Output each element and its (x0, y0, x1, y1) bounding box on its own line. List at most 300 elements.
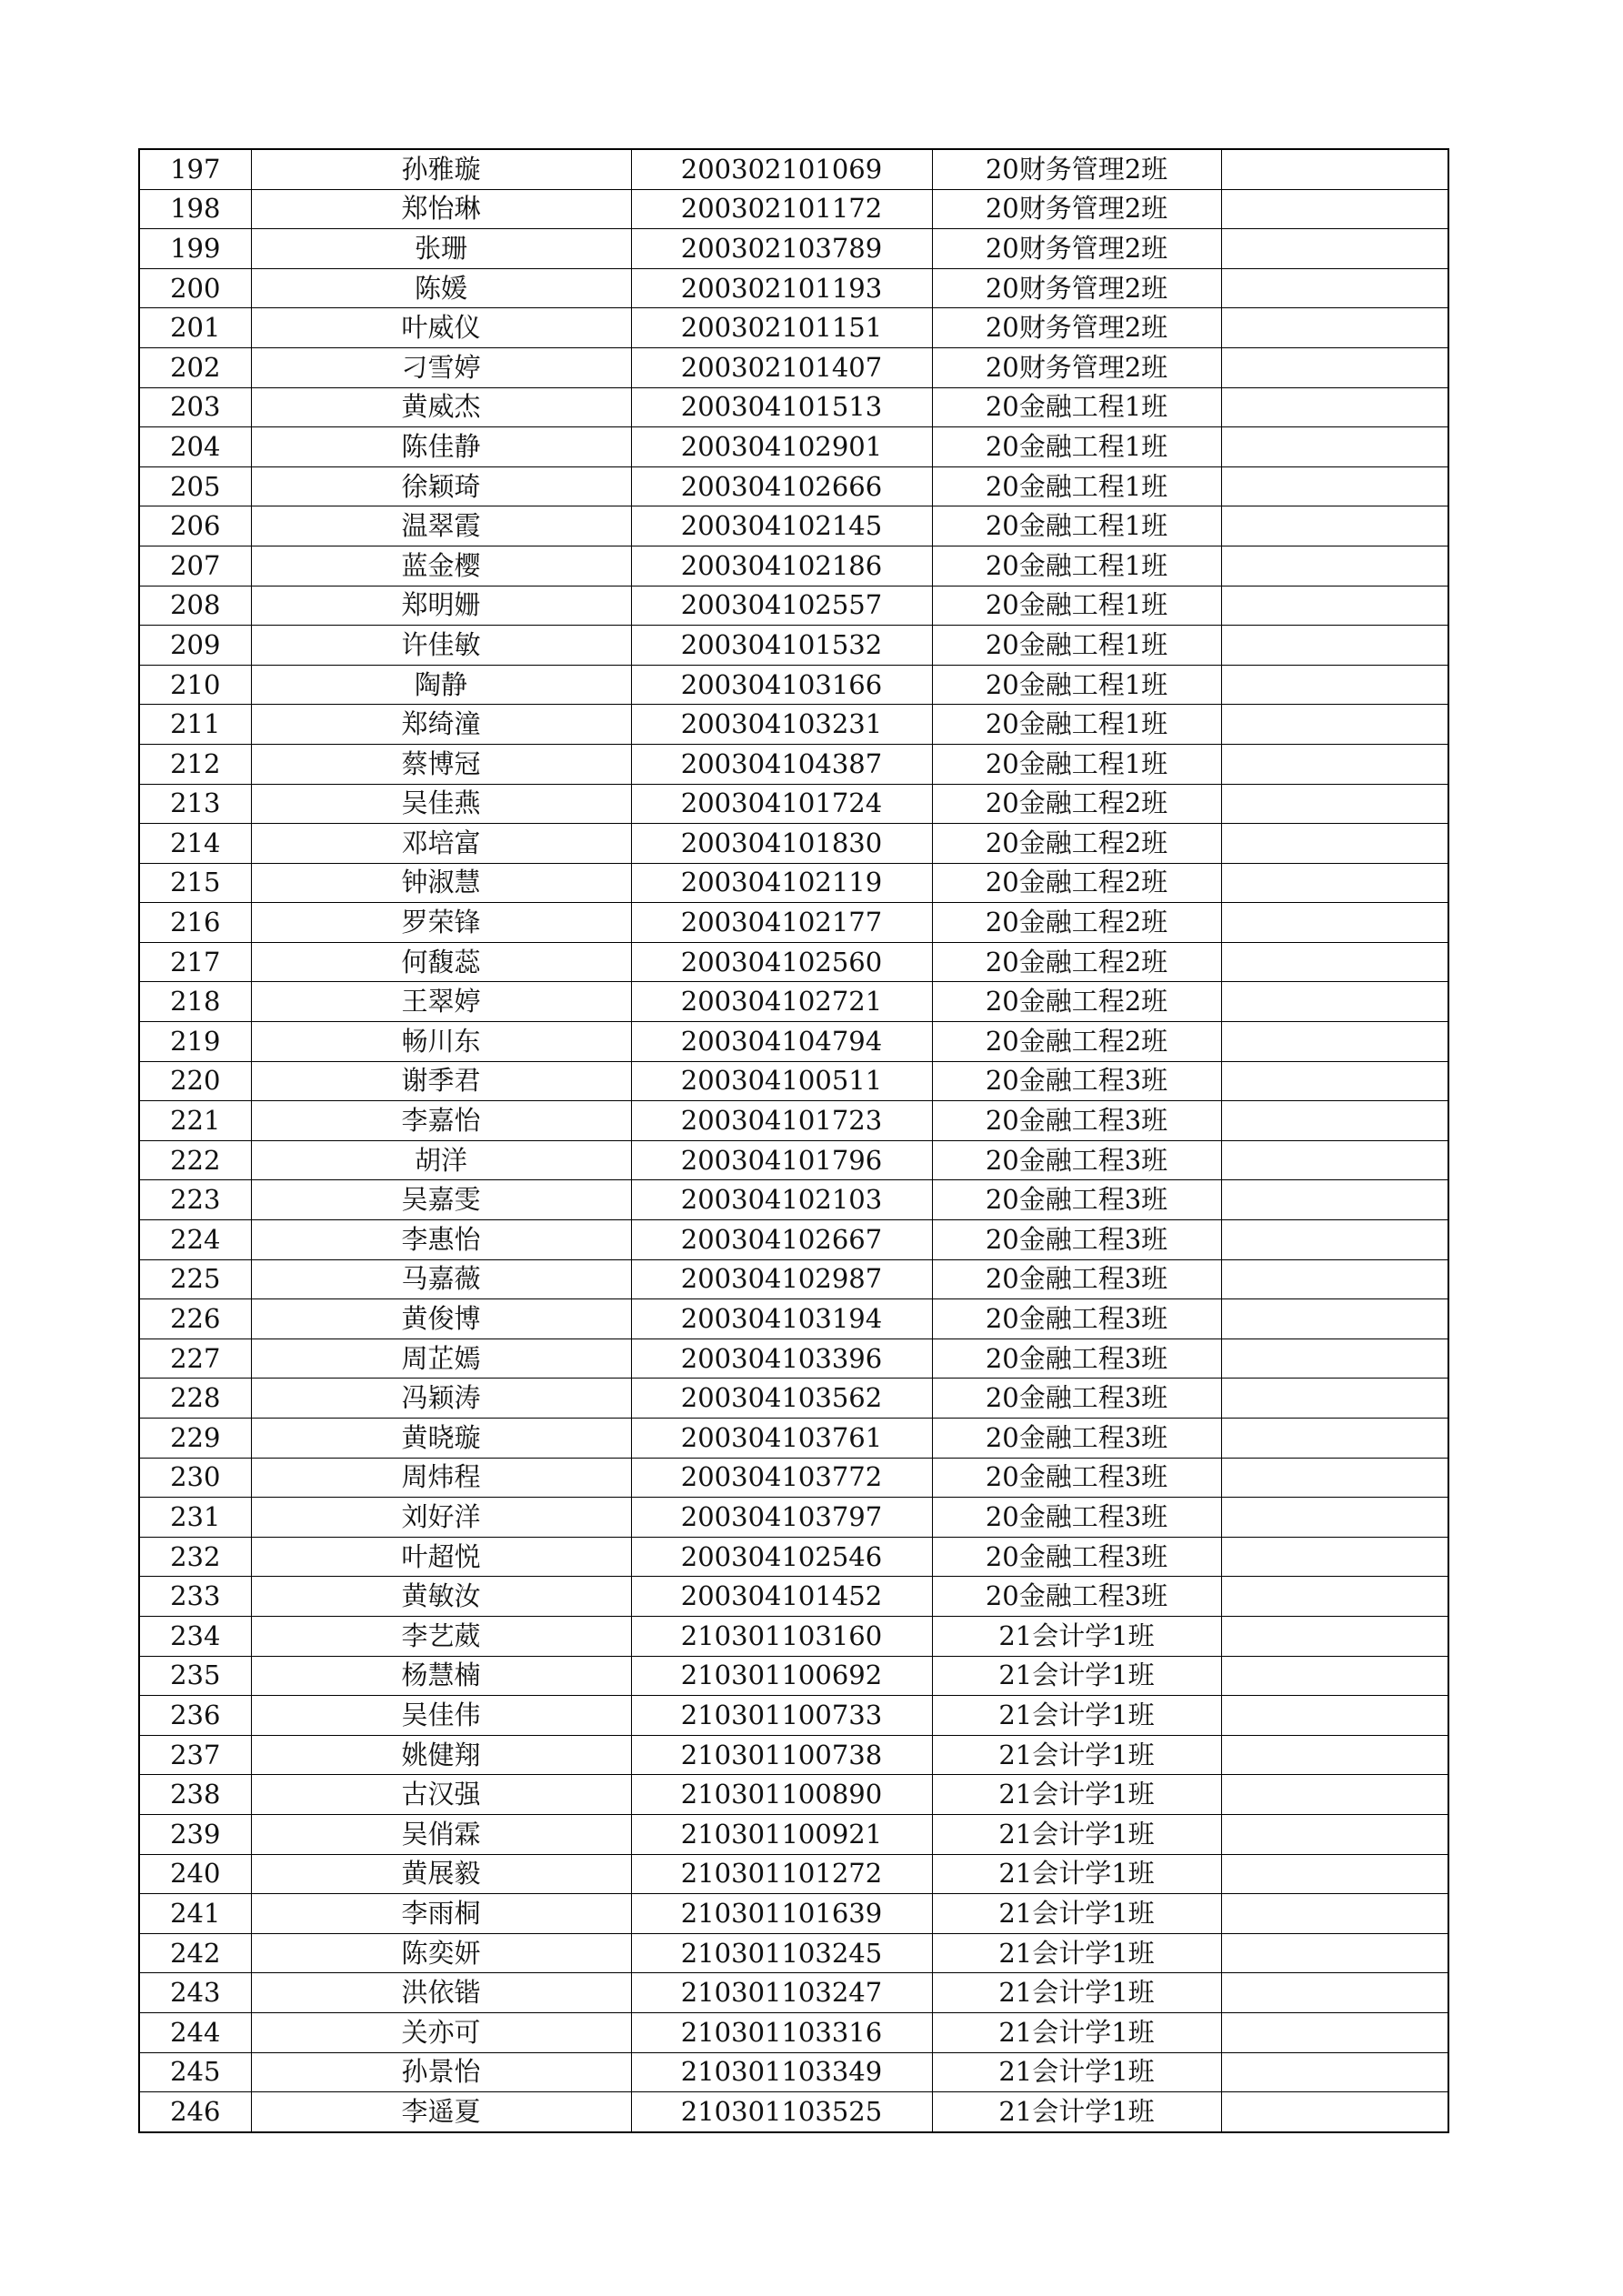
remarks-cell (1221, 1419, 1448, 1459)
remarks-cell (1221, 1894, 1448, 1934)
table-row (139, 1577, 1448, 1617)
remarks-cell (1221, 466, 1448, 506)
class-name-cell: 21会计学1班 (932, 1775, 1221, 1815)
student-id-cell: 200304100511 (631, 1061, 932, 1101)
class-name-cell: 20金融工程1班 (932, 506, 1221, 546)
remarks-cell (1221, 1616, 1448, 1656)
table-row (139, 744, 1448, 784)
student-name-cell: 许佳敏 (251, 626, 631, 666)
table-row (139, 1696, 1448, 1736)
remarks-cell (1221, 1973, 1448, 2013)
row-number-cell: 223 (139, 1180, 251, 1220)
student-id-cell: 200302101193 (631, 268, 932, 308)
row-number-cell: 213 (139, 784, 251, 824)
row-number-cell: 203 (139, 387, 251, 427)
table-row (139, 268, 1448, 308)
class-name-cell: 20财务管理2班 (932, 189, 1221, 229)
student-id-cell: 200304103166 (631, 665, 932, 705)
table-row (139, 189, 1448, 229)
student-name-cell: 郑绮潼 (251, 705, 631, 745)
remarks-cell (1221, 308, 1448, 348)
class-name-cell: 21会计学1班 (932, 1854, 1221, 1894)
student-name-cell: 刁雪婷 (251, 347, 631, 387)
row-number-cell: 234 (139, 1616, 251, 1656)
row-number-cell: 215 (139, 863, 251, 903)
student-id-cell: 200304102721 (631, 982, 932, 1022)
student-name-cell: 郑明姗 (251, 586, 631, 626)
table-row (139, 784, 1448, 824)
student-name-cell: 蔡博冠 (251, 744, 631, 784)
remarks-cell (1221, 506, 1448, 546)
student-id-cell: 210301100738 (631, 1735, 932, 1775)
student-id-cell: 200304101724 (631, 784, 932, 824)
row-number-cell: 202 (139, 347, 251, 387)
remarks-cell (1221, 1854, 1448, 1894)
remarks-cell (1221, 2092, 1448, 2132)
student-name-cell: 陈媛 (251, 268, 631, 308)
class-name-cell: 20金融工程3班 (932, 1338, 1221, 1379)
table-row (139, 387, 1448, 427)
student-id-cell: 200304102103 (631, 1180, 932, 1220)
class-name-cell: 20金融工程1班 (932, 546, 1221, 586)
remarks-cell (1221, 189, 1448, 229)
row-number-cell: 229 (139, 1419, 251, 1459)
table-row (139, 1537, 1448, 1577)
student-id-cell: 200304102119 (631, 863, 932, 903)
table-row (139, 2012, 1448, 2052)
table-row (139, 308, 1448, 348)
remarks-cell (1221, 1933, 1448, 1973)
student-id-cell: 200304102546 (631, 1537, 932, 1577)
student-name-cell: 周炜程 (251, 1458, 631, 1498)
class-name-cell: 20金融工程3班 (932, 1101, 1221, 1141)
class-name-cell: 20金融工程3班 (932, 1299, 1221, 1339)
student-id-cell: 200304104794 (631, 1022, 932, 1062)
table-row (139, 1022, 1448, 1062)
class-name-cell: 20金融工程1班 (932, 744, 1221, 784)
remarks-cell (1221, 1140, 1448, 1180)
table-row (139, 665, 1448, 705)
remarks-cell (1221, 427, 1448, 467)
remarks-cell (1221, 784, 1448, 824)
table-row (139, 466, 1448, 506)
student-name-cell: 畅川东 (251, 1022, 631, 1062)
student-id-cell: 200304101796 (631, 1140, 932, 1180)
remarks-cell (1221, 1696, 1448, 1736)
class-name-cell: 21会计学1班 (932, 2092, 1221, 2132)
student-name-cell: 黄俊博 (251, 1299, 631, 1339)
class-name-cell: 20金融工程1班 (932, 466, 1221, 506)
row-number-cell: 211 (139, 705, 251, 745)
student-id-cell: 200304103761 (631, 1419, 932, 1459)
row-number-cell: 217 (139, 942, 251, 982)
student-id-cell: 200304101830 (631, 824, 932, 864)
row-number-cell: 209 (139, 626, 251, 666)
student-id-cell: 200304102666 (631, 466, 932, 506)
row-number-cell: 225 (139, 1259, 251, 1299)
table-row (139, 1854, 1448, 1894)
class-name-cell: 20金融工程2班 (932, 982, 1221, 1022)
student-id-cell: 200304103797 (631, 1498, 932, 1538)
student-id-cell: 200304102177 (631, 903, 932, 943)
student-id-cell: 200302103789 (631, 229, 932, 269)
remarks-cell (1221, 1577, 1448, 1617)
class-name-cell: 21会计学1班 (932, 1696, 1221, 1736)
class-name-cell: 20金融工程3班 (932, 1498, 1221, 1538)
remarks-cell (1221, 1259, 1448, 1299)
row-number-cell: 218 (139, 982, 251, 1022)
row-number-cell: 216 (139, 903, 251, 943)
row-number-cell: 242 (139, 1933, 251, 1973)
remarks-cell (1221, 2052, 1448, 2092)
class-name-cell: 20金融工程2班 (932, 784, 1221, 824)
row-number-cell: 230 (139, 1458, 251, 1498)
class-name-cell: 20金融工程3班 (932, 1220, 1221, 1260)
student-id-cell: 210301100692 (631, 1656, 932, 1696)
student-name-cell: 刘好洋 (251, 1498, 631, 1538)
remarks-cell (1221, 387, 1448, 427)
row-number-cell: 204 (139, 427, 251, 467)
student-id-cell: 200304102560 (631, 942, 932, 982)
student-id-cell: 210301103247 (631, 1973, 932, 2013)
remarks-cell (1221, 1537, 1448, 1577)
row-number-cell: 236 (139, 1696, 251, 1736)
class-name-cell: 20财务管理2班 (932, 347, 1221, 387)
student-name-cell: 张珊 (251, 229, 631, 269)
row-number-cell: 201 (139, 308, 251, 348)
class-name-cell: 20金融工程3班 (932, 1577, 1221, 1617)
student-id-cell: 200304101513 (631, 387, 932, 427)
remarks-cell (1221, 2012, 1448, 2052)
remarks-cell (1221, 1814, 1448, 1854)
remarks-cell (1221, 149, 1448, 189)
class-name-cell: 20金融工程3班 (932, 1537, 1221, 1577)
student-name-cell: 姚健翔 (251, 1735, 631, 1775)
class-name-cell: 20财务管理2班 (932, 229, 1221, 269)
table-row (139, 506, 1448, 546)
table-row (139, 1338, 1448, 1379)
table-row (139, 626, 1448, 666)
student-id-cell: 210301103160 (631, 1616, 932, 1656)
row-number-cell: 219 (139, 1022, 251, 1062)
row-number-cell: 212 (139, 744, 251, 784)
student-id-cell: 210301103349 (631, 2052, 932, 2092)
remarks-cell (1221, 1220, 1448, 1260)
student-roster-table (138, 148, 1449, 2133)
student-name-cell: 陈奕妍 (251, 1933, 631, 1973)
remarks-cell (1221, 229, 1448, 269)
row-number-cell: 235 (139, 1656, 251, 1696)
class-name-cell: 21会计学1班 (932, 2052, 1221, 2092)
class-name-cell: 21会计学1班 (932, 1894, 1221, 1934)
student-name-cell: 温翠霞 (251, 506, 631, 546)
row-number-cell: 221 (139, 1101, 251, 1141)
remarks-cell (1221, 982, 1448, 1022)
remarks-cell (1221, 1299, 1448, 1339)
remarks-cell (1221, 626, 1448, 666)
row-number-cell: 246 (139, 2092, 251, 2132)
table-row (139, 1180, 1448, 1220)
row-number-cell: 206 (139, 506, 251, 546)
student-name-cell: 邓培富 (251, 824, 631, 864)
student-id-cell: 210301101272 (631, 1854, 932, 1894)
remarks-cell (1221, 1379, 1448, 1419)
table-row (139, 2052, 1448, 2092)
student-name-cell: 周芷嫣 (251, 1338, 631, 1379)
student-name-cell: 黄敏汝 (251, 1577, 631, 1617)
row-number-cell: 199 (139, 229, 251, 269)
student-name-cell: 冯颖涛 (251, 1379, 631, 1419)
table-row (139, 586, 1448, 626)
student-name-cell: 关亦可 (251, 2012, 631, 2052)
row-number-cell: 205 (139, 466, 251, 506)
class-name-cell: 21会计学1班 (932, 1973, 1221, 2013)
class-name-cell: 20财务管理2班 (932, 268, 1221, 308)
remarks-cell (1221, 268, 1448, 308)
table-row (139, 149, 1448, 189)
row-number-cell: 233 (139, 1577, 251, 1617)
student-id-cell: 200304102901 (631, 427, 932, 467)
row-number-cell: 210 (139, 665, 251, 705)
table-row (139, 1419, 1448, 1459)
table-row (139, 1458, 1448, 1498)
table-row (139, 427, 1448, 467)
student-id-cell: 210301100733 (631, 1696, 932, 1736)
row-number-cell: 238 (139, 1775, 251, 1815)
student-name-cell: 洪依锴 (251, 1973, 631, 2013)
class-name-cell: 20金融工程1班 (932, 626, 1221, 666)
student-name-cell: 黄晓璇 (251, 1419, 631, 1459)
student-name-cell: 罗荣锋 (251, 903, 631, 943)
row-number-cell: 232 (139, 1537, 251, 1577)
row-number-cell: 200 (139, 268, 251, 308)
row-number-cell: 241 (139, 1894, 251, 1934)
student-name-cell: 谢季君 (251, 1061, 631, 1101)
student-id-cell: 200304103396 (631, 1338, 932, 1379)
remarks-cell (1221, 1338, 1448, 1379)
student-name-cell: 黄展毅 (251, 1854, 631, 1894)
class-name-cell: 20金融工程3班 (932, 1140, 1221, 1180)
remarks-cell (1221, 1180, 1448, 1220)
table-row (139, 1101, 1448, 1141)
row-number-cell: 243 (139, 1973, 251, 2013)
student-id-cell: 200304101723 (631, 1101, 932, 1141)
table-row (139, 1933, 1448, 1973)
student-name-cell: 陶静 (251, 665, 631, 705)
student-name-cell: 王翠婷 (251, 982, 631, 1022)
table-row (139, 1656, 1448, 1696)
student-name-cell: 吴嘉雯 (251, 1180, 631, 1220)
remarks-cell (1221, 903, 1448, 943)
student-id-cell: 200304101532 (631, 626, 932, 666)
student-name-cell: 郑怡琳 (251, 189, 631, 229)
remarks-cell (1221, 665, 1448, 705)
student-id-cell: 200304103231 (631, 705, 932, 745)
student-name-cell: 何馥蕊 (251, 942, 631, 982)
student-id-cell: 200304102987 (631, 1259, 932, 1299)
row-number-cell: 240 (139, 1854, 251, 1894)
row-number-cell: 231 (139, 1498, 251, 1538)
student-name-cell: 吴佳伟 (251, 1696, 631, 1736)
student-name-cell: 马嘉薇 (251, 1259, 631, 1299)
student-id-cell: 210301103525 (631, 2092, 932, 2132)
student-name-cell: 孙雅璇 (251, 149, 631, 189)
table-row (139, 2092, 1448, 2132)
row-number-cell: 237 (139, 1735, 251, 1775)
remarks-cell (1221, 1022, 1448, 1062)
table-row (139, 1616, 1448, 1656)
remarks-cell (1221, 942, 1448, 982)
remarks-cell (1221, 744, 1448, 784)
row-number-cell: 226 (139, 1299, 251, 1339)
student-name-cell: 叶超悦 (251, 1537, 631, 1577)
table-row (139, 1498, 1448, 1538)
class-name-cell: 21会计学1班 (932, 2012, 1221, 2052)
student-id-cell: 200304103194 (631, 1299, 932, 1339)
table-row (139, 1061, 1448, 1101)
table-row (139, 1379, 1448, 1419)
remarks-cell (1221, 1498, 1448, 1538)
student-name-cell: 李惠怡 (251, 1220, 631, 1260)
row-number-cell: 224 (139, 1220, 251, 1260)
table-row (139, 1973, 1448, 2013)
student-id-cell: 200304103562 (631, 1379, 932, 1419)
class-name-cell: 21会计学1班 (932, 1616, 1221, 1656)
student-name-cell: 陈佳静 (251, 427, 631, 467)
student-name-cell: 古汉强 (251, 1775, 631, 1815)
remarks-cell (1221, 705, 1448, 745)
student-name-cell: 黄威杰 (251, 387, 631, 427)
student-name-cell: 孙景怡 (251, 2052, 631, 2092)
table-row (139, 1220, 1448, 1260)
class-name-cell: 20金融工程2班 (932, 824, 1221, 864)
remarks-cell (1221, 1458, 1448, 1498)
student-id-cell: 200304104387 (631, 744, 932, 784)
class-name-cell: 21会计学1班 (932, 1933, 1221, 1973)
table-row (139, 1140, 1448, 1180)
row-number-cell: 227 (139, 1338, 251, 1379)
table-row (139, 863, 1448, 903)
table-row (139, 982, 1448, 1022)
remarks-cell (1221, 546, 1448, 586)
class-name-cell: 20金融工程3班 (932, 1419, 1221, 1459)
table-row (139, 1894, 1448, 1934)
table-row (139, 824, 1448, 864)
row-number-cell: 222 (139, 1140, 251, 1180)
student-id-cell: 200304102557 (631, 586, 932, 626)
student-name-cell: 吴佳燕 (251, 784, 631, 824)
remarks-cell (1221, 824, 1448, 864)
student-name-cell: 胡洋 (251, 1140, 631, 1180)
class-name-cell: 20金融工程3班 (932, 1259, 1221, 1299)
class-name-cell: 20财务管理2班 (932, 149, 1221, 189)
student-name-cell: 钟淑慧 (251, 863, 631, 903)
class-name-cell: 20金融工程1班 (932, 665, 1221, 705)
student-name-cell: 叶威仪 (251, 308, 631, 348)
student-name-cell: 吴俏霖 (251, 1814, 631, 1854)
remarks-cell (1221, 1101, 1448, 1141)
table-row (139, 942, 1448, 982)
class-name-cell: 21会计学1班 (932, 1735, 1221, 1775)
student-id-cell: 210301100890 (631, 1775, 932, 1815)
class-name-cell: 20金融工程3班 (932, 1458, 1221, 1498)
student-id-cell: 200304103772 (631, 1458, 932, 1498)
class-name-cell: 21会计学1班 (932, 1656, 1221, 1696)
remarks-cell (1221, 863, 1448, 903)
class-name-cell: 20财务管理2班 (932, 308, 1221, 348)
class-name-cell: 21会计学1班 (932, 1814, 1221, 1854)
student-id-cell: 200302101151 (631, 308, 932, 348)
student-roster-body (139, 149, 1448, 2132)
student-name-cell: 蓝金樱 (251, 546, 631, 586)
table-row (139, 546, 1448, 586)
class-name-cell: 20金融工程1班 (932, 586, 1221, 626)
class-name-cell: 20金融工程2班 (932, 903, 1221, 943)
student-id-cell: 200302101407 (631, 347, 932, 387)
student-id-cell: 210301100921 (631, 1814, 932, 1854)
table-row (139, 1814, 1448, 1854)
remarks-cell (1221, 1735, 1448, 1775)
table-row (139, 1259, 1448, 1299)
table-row (139, 1735, 1448, 1775)
row-number-cell: 228 (139, 1379, 251, 1419)
class-name-cell: 20金融工程2班 (932, 863, 1221, 903)
row-number-cell: 220 (139, 1061, 251, 1101)
student-id-cell: 210301103316 (631, 2012, 932, 2052)
student-id-cell: 200304102186 (631, 546, 932, 586)
class-name-cell: 20金融工程1班 (932, 387, 1221, 427)
class-name-cell: 20金融工程3班 (932, 1061, 1221, 1101)
row-number-cell: 198 (139, 189, 251, 229)
student-id-cell: 210301103245 (631, 1933, 932, 1973)
student-id-cell: 200302101069 (631, 149, 932, 189)
table-row (139, 903, 1448, 943)
student-id-cell: 200304102667 (631, 1220, 932, 1260)
student-id-cell: 200302101172 (631, 189, 932, 229)
row-number-cell: 208 (139, 586, 251, 626)
table-row (139, 1775, 1448, 1815)
row-number-cell: 244 (139, 2012, 251, 2052)
class-name-cell: 20金融工程1班 (932, 427, 1221, 467)
table-row (139, 705, 1448, 745)
class-name-cell: 20金融工程2班 (932, 942, 1221, 982)
row-number-cell: 207 (139, 546, 251, 586)
table-row (139, 347, 1448, 387)
remarks-cell (1221, 586, 1448, 626)
row-number-cell: 239 (139, 1814, 251, 1854)
class-name-cell: 20金融工程3班 (932, 1379, 1221, 1419)
student-name-cell: 杨慧楠 (251, 1656, 631, 1696)
student-name-cell: 李遥夏 (251, 2092, 631, 2132)
student-name-cell: 李嘉怡 (251, 1101, 631, 1141)
remarks-cell (1221, 1061, 1448, 1101)
row-number-cell: 214 (139, 824, 251, 864)
table-row (139, 1299, 1448, 1339)
class-name-cell: 20金融工程3班 (932, 1180, 1221, 1220)
row-number-cell: 245 (139, 2052, 251, 2092)
class-name-cell: 20金融工程2班 (932, 1022, 1221, 1062)
student-id-cell: 200304102145 (631, 506, 932, 546)
class-name-cell: 20金融工程1班 (932, 705, 1221, 745)
row-number-cell: 197 (139, 149, 251, 189)
student-name-cell: 李艺葳 (251, 1616, 631, 1656)
student-id-cell: 210301101639 (631, 1894, 932, 1934)
remarks-cell (1221, 1656, 1448, 1696)
student-name-cell: 李雨桐 (251, 1894, 631, 1934)
remarks-cell (1221, 347, 1448, 387)
student-id-cell: 200304101452 (631, 1577, 932, 1617)
student-name-cell: 徐颖琦 (251, 466, 631, 506)
